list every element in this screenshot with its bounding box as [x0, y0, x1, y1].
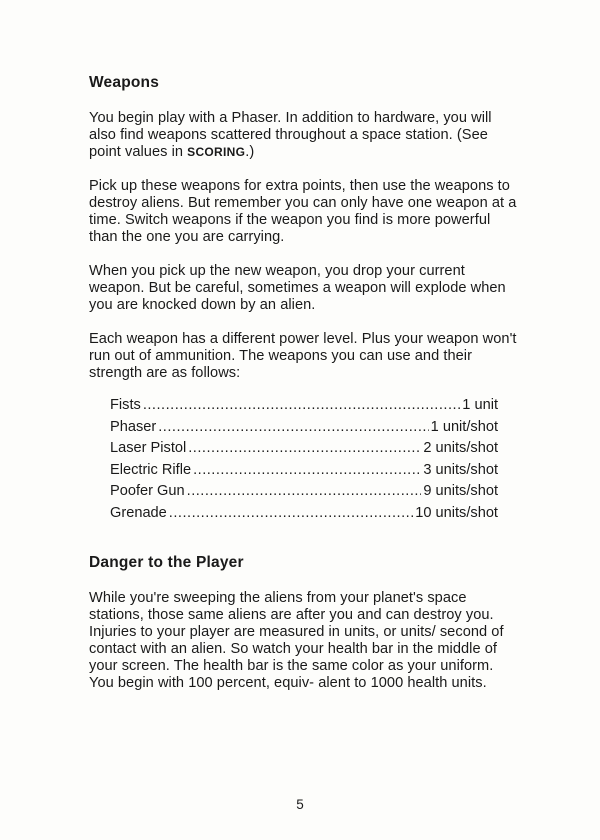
weapon-row-poofer-gun — [110, 481, 498, 503]
weapon-name: Electric Rifle — [110, 461, 192, 478]
weapons-paragraph-3: When you pick up the new weapon, you drop your current weapon. But be careful, sometimes a weapon will explode when you are knocked down by an alien. — [89, 263, 506, 313]
dot-leader — [193, 460, 421, 482]
weapons-paragraph-1 — [89, 110, 519, 161]
danger-heading: Danger to the Player — [89, 553, 244, 571]
scoring-reference: SCORING — [187, 145, 246, 159]
dot-leader — [169, 503, 413, 525]
weapons-heading: Weapons — [89, 74, 160, 91]
page-content — [89, 74, 519, 692]
weapons-paragraph-1-text: You begin play with a Phaser. In addition to hardware, you will also find weapons scattered throughout a space station. (See point values in — [89, 110, 492, 160]
weapon-power: 2 units/shot — [423, 440, 498, 457]
dot-leader — [187, 481, 422, 503]
weapon-power: 9 units/shot — [423, 483, 498, 500]
dot-leader — [158, 417, 428, 439]
weapon-row-phaser — [110, 417, 498, 439]
dot-leader — [188, 438, 421, 460]
weapon-name: Poofer Gun — [110, 483, 185, 500]
weapon-name: Phaser — [110, 418, 157, 435]
weapon-power: 10 units/shot — [415, 504, 498, 521]
weapon-power: 3 units/shot — [423, 461, 498, 478]
weapon-list — [110, 395, 498, 525]
weapon-name: Grenade — [110, 504, 167, 521]
weapon-row-laser-pistol — [110, 438, 498, 460]
weapon-name: Laser Pistol — [110, 440, 187, 457]
danger-paragraph: While you're sweeping the aliens from your planet's space stations, those same aliens are after you and can destroy you. Injuries to your player are measured in units, or units/ second of contact with an alien. So watch your health bar in the middle of your screen. The health bar is the same color as your uniform. You begin with 100 percent, equiv- alent to 1000 health units. — [89, 589, 504, 691]
weapon-power: 1 unit/shot — [430, 418, 498, 435]
weapon-row-electric-rifle — [110, 460, 498, 482]
weapons-paragraph-2: Pick up these weapons for extra points, then use the weapons to destroy aliens. But remember you can only have one weapon at a time. Switch weapons if the weapon you find is more powerful than the one you are carrying. — [89, 178, 517, 245]
weapons-paragraph-1-end: .) — [245, 144, 255, 160]
weapon-power: 1 unit — [462, 397, 498, 413]
weapon-name: Fists — [110, 397, 141, 413]
weapon-row-grenade — [110, 503, 498, 525]
page-number: 5 — [296, 797, 304, 812]
weapons-paragraph-4: Each weapon has a different power level. Plus your weapon won't run out of ammunition. The weapons you can use and their strength are as follows: — [89, 331, 517, 381]
dot-leader — [143, 395, 460, 417]
weapon-row-fists — [110, 395, 498, 417]
